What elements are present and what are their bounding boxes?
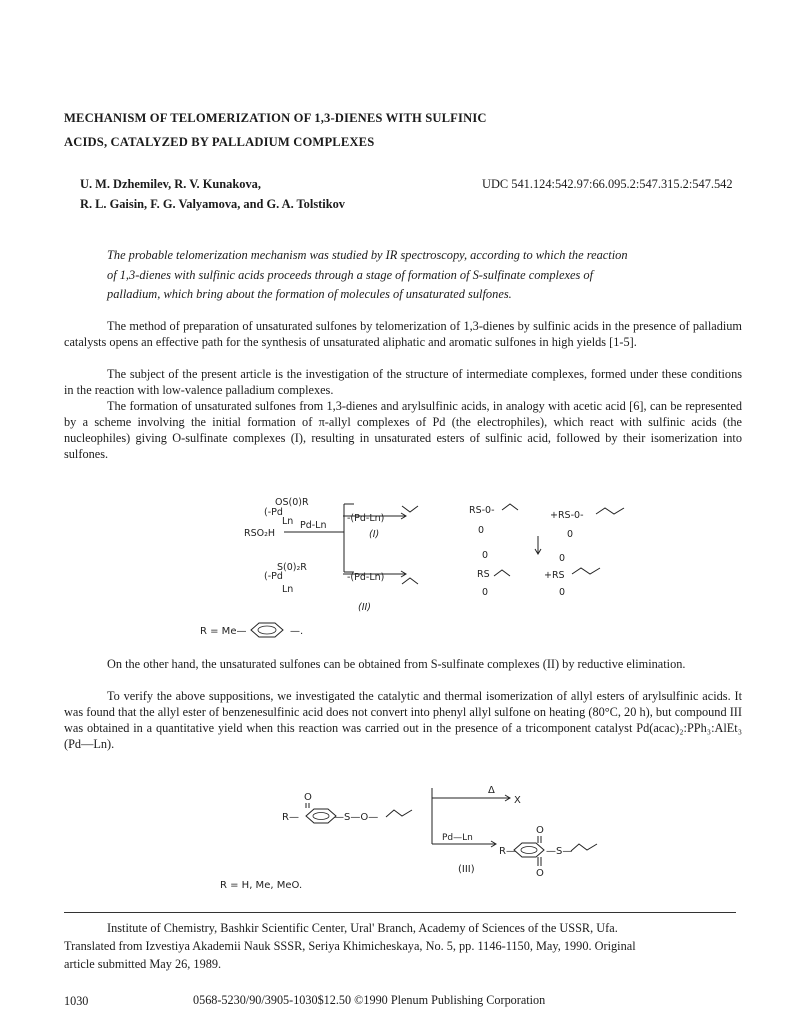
copyright-line: 0568-5230/90/3905-1030$12.50 ©1990 Plenum Publishing Corporation [193, 993, 546, 1007]
scheme2-sulfone-top-o: O [536, 825, 544, 836]
scheme1-complex-i-group: OS(0)R [275, 497, 309, 508]
scheme2-ester-benzene-icon [306, 809, 336, 823]
footnote-line-2: Translated from Izvestiya Akademii Nauk SSSR, Seriya Khimicheskaya, No. 5, pp. 1146-1150, May, 1990. Original [64, 939, 636, 953]
scheme1-ester-product-o: 0 [567, 529, 574, 540]
scheme1-product-top-o: 0 [559, 553, 566, 564]
scheme1-product-chain [572, 568, 600, 574]
benzene-ring-icon [251, 623, 283, 637]
author-list [80, 174, 345, 214]
benzene-ring-inner-icon [258, 626, 276, 634]
scheme1-r-def-suffix: —. [290, 626, 304, 637]
scheme2-sulfone-benzene-icon [514, 843, 544, 857]
scheme1-product-bottom-o: 0 [559, 587, 566, 598]
scheme1-sulfone-top-o: 0 [482, 550, 489, 561]
footnote-line-1: Institute of Chemistry, Bashkir Scientific Center, Ural' Branch, Academy of Sciences of the USSR, Ufa. [107, 921, 618, 935]
scheme2-ester-allyl [386, 810, 412, 817]
scheme1-label-ii: (II) [358, 602, 372, 613]
scheme2-catalyst: Pd—Ln [442, 833, 473, 843]
body-paragraph-4: On the other hand, the unsaturated sulfones can be obtained from S-sulfinate complexes (II) by reductive elimination. [107, 657, 686, 671]
scheme1-complex-ii-pd: (-Pd [264, 571, 283, 582]
scheme2-sulfone-bottom-o: O [536, 868, 544, 879]
scheme2-r-def: R = H, Me, MeO. [220, 880, 303, 891]
article-title [64, 106, 744, 154]
scheme1-r-def-prefix: R = Me— [200, 626, 247, 637]
scheme1-allyl-top [402, 506, 418, 512]
body-paragraph-2: The subject of the present article is the investigation of the structure of intermediate complexes, formed under these conditions in the reaction with low-valence palladium complexes. [64, 367, 742, 397]
scheme1-sulfone-rs: RS [477, 569, 490, 580]
scheme1-catalyst: Pd-Ln [300, 520, 327, 531]
scheme1-sulfone-bottom-o: 0 [482, 587, 489, 598]
scheme1-allyl-bottom [402, 578, 418, 584]
footnote [64, 919, 744, 973]
scheme1-complex-ii-group: S(0)₂R [277, 562, 307, 573]
abstract-line-2: of 1,3-dienes with sulfinic acids proceeds through a stage of formation of S-sulfinate complexes of [107, 267, 594, 282]
scheme1-ester-o: 0 [478, 525, 485, 536]
abstract-line-3: palladium, which bring about the formation of molecules of unsaturated sulfones. [107, 287, 512, 301]
scheme-1-drawing [180, 488, 660, 648]
scheme1-complex-ii-ln: Ln [282, 584, 294, 595]
scheme2-ester-top-o: O [304, 792, 312, 803]
scheme2-product-x: X [514, 795, 521, 806]
scheme1-reagent: RSO₂H [244, 528, 276, 539]
scheme1-ester-allyl [502, 504, 518, 510]
reaction-scheme-2 [180, 784, 640, 899]
scheme1-elim-label-bottom: -(Pd-Ln) [347, 572, 385, 583]
body-paragraph-1: The method of preparation of unsaturated sulfones by telomerization of 1,3-dienes by sulfinic acids in the presence of palladium catalysts opens an effective path for the synthesis of unsaturated aliphatic and aromatic sulfones in high yields [1-5]. [64, 319, 742, 349]
footnote-rule [64, 912, 736, 913]
scheme2-r-product: R— [499, 846, 516, 857]
scheme2-r-left: R— [282, 812, 299, 823]
scheme2-ester-benzene-inner-icon [313, 813, 329, 820]
body-paragraph-3: The formation of unsaturated sulfones from 1,3-dienes and arylsulfinic acids, in analogy with acetic acid [6], can be represented by a scheme involving the initial formation of π-allyl complexes of Pd (the electrophiles), which react with sulfinic acids (the nucleophiles) giving O-sulfinate complexes (I), resulting in unsaturated esters of sulfinic acid, followed by their isomerization into sulfones. [64, 399, 742, 461]
scheme1-label-i: (I) [369, 529, 380, 540]
footnote-line-3: article submitted May 26, 1989. [64, 957, 222, 971]
scheme2-heat: Δ [488, 785, 495, 796]
title-line-1: MECHANISM OF TELOMERIZATION OF 1,3-DIENES WITH SULFINIC [64, 111, 487, 125]
scheme2-sulfone-allyl [571, 844, 597, 851]
abstract [107, 246, 727, 305]
scheme1-ester-product: +RS-0- [550, 510, 584, 521]
scheme2-label-iii: (III) [458, 864, 475, 875]
scheme2-ester-chain: —S—O— [334, 812, 379, 823]
scheme-2-drawing [180, 784, 640, 894]
authors-line-2: R. L. Gaisin, F. G. Valyamova, and G. A. Tolstikov [80, 197, 345, 211]
scheme1-complex-i-pd: (-Pd [264, 507, 283, 518]
scheme1-elim-label-top: -(Pd-Ln) [347, 513, 385, 524]
title-line-2: ACIDS, CATALYZED BY PALLADIUM COMPLEXES [64, 135, 375, 149]
scheme2-sulfone-benzene-inner-icon [521, 847, 537, 854]
scheme1-sulfone-allyl [494, 570, 510, 576]
reaction-scheme-1 [180, 488, 660, 653]
authors-line-1: U. M. Dzhemilev, R. V. Kunakova, [80, 177, 261, 191]
scheme1-ester: RS-0- [469, 505, 495, 516]
scheme1-complex-i-ln: Ln [282, 516, 294, 527]
body-paragraph-5: To verify the above suppositions, we investigated the catalytic and thermal isomerization of allyl esters of arylsulfinic acids. It was found that the allyl ester of benzenesulfinic acid does not convert into phenyl allyl sulfone on heating (80°C, 20 h), but compound III was obtained in a quantitative yield when this reaction was carried out in the presence of a tricomponent catalyst Pd(acac)₂:PPh₃:AlEt₃ (Pd—Ln). [64, 689, 742, 751]
scheme2-sulfone-s: —S— [546, 846, 573, 857]
scheme1-product-rs: +RS [544, 570, 565, 581]
abstract-line-1: The probable telomerization mechanism was studied by IR spectroscopy, according to which the reaction [107, 248, 628, 262]
scheme1-ester-product-chain [596, 508, 624, 514]
udc-code: UDC 541.124:542.97:66.095.2:547.315.2:547.542 [482, 177, 733, 191]
page-number: 1030 [64, 994, 89, 1008]
